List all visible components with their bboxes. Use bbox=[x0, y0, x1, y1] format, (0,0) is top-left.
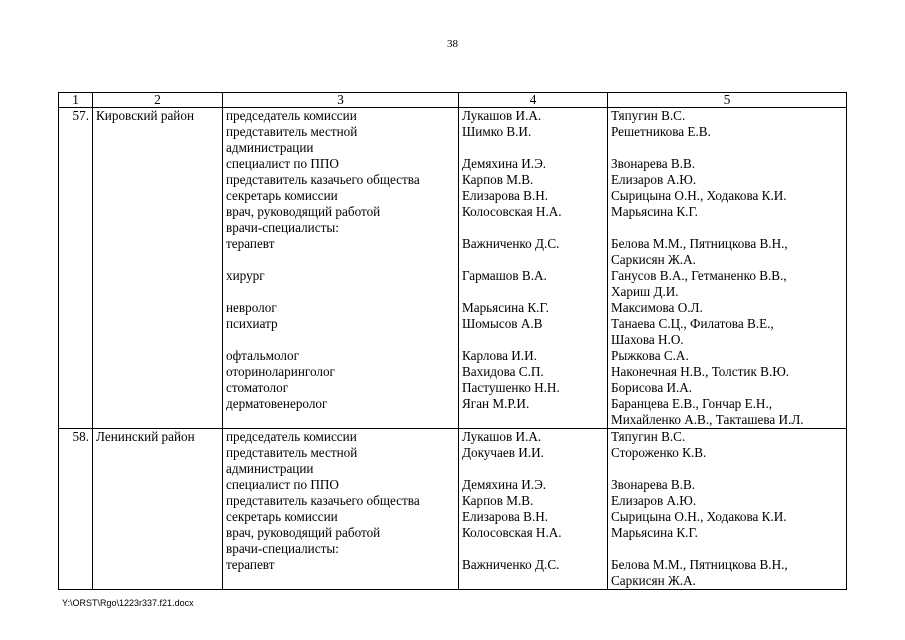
member-line: Демяхина И.Э. bbox=[462, 477, 547, 492]
deputy-cell bbox=[608, 429, 847, 590]
member-line: Елизарова В.Н. bbox=[462, 509, 549, 524]
member-line: Елизарова В.Н. bbox=[462, 188, 549, 203]
role-line: секретарь комиссии bbox=[226, 188, 338, 203]
member-line: Важниченко Д.С. bbox=[462, 557, 560, 572]
district-cell: Кировский район bbox=[93, 108, 223, 429]
role-line: психиатр bbox=[226, 316, 278, 331]
role-line: врач, руководящий работой bbox=[226, 204, 381, 219]
column-header-2: 2 bbox=[93, 93, 223, 108]
role-line: дерматовенеролог bbox=[226, 396, 328, 411]
member-line bbox=[462, 220, 604, 236]
deputy-line: Звонарева В.В. bbox=[611, 477, 696, 492]
role-line: администрации bbox=[226, 140, 314, 155]
member-line: Важниченко Д.С. bbox=[462, 236, 560, 251]
header-row bbox=[59, 93, 847, 108]
deputy-line: Борисова И.А. bbox=[611, 380, 693, 395]
role-line: специалист по ППО bbox=[226, 477, 339, 492]
role-line: хирург bbox=[226, 268, 265, 283]
file-path-footer: Y:\ORST\Rgo\1223r337.f21.docx bbox=[62, 598, 194, 608]
role-line: стоматолог bbox=[226, 380, 289, 395]
deputy-line: Решетникова Е.В. bbox=[611, 124, 711, 139]
member-line: Колосовская Н.А. bbox=[462, 525, 562, 540]
member-line: Карпов М.В. bbox=[462, 172, 534, 187]
deputy-line: Танаева С.Ц., Филатова В.Е., bbox=[611, 316, 774, 331]
role-line: терапевт bbox=[226, 236, 275, 251]
deputy-line: Рыжкова С.А. bbox=[611, 348, 689, 363]
deputy-cell bbox=[608, 108, 847, 429]
role-line: представитель казачьего общества bbox=[226, 493, 420, 508]
deputy-line: Марьясина К.Г. bbox=[611, 204, 698, 219]
row-number-cell: 58. bbox=[59, 429, 93, 590]
role-line: врач, руководящий работой bbox=[226, 525, 381, 540]
row-number-cell: 57. bbox=[59, 108, 93, 429]
column-header-4: 4 bbox=[459, 93, 608, 108]
column-header-3: 3 bbox=[223, 93, 459, 108]
role-line: специалист по ППО bbox=[226, 156, 339, 171]
deputy-line: Максимова О.Л. bbox=[611, 300, 703, 315]
table-row bbox=[59, 108, 847, 429]
member-line: Яган М.Р.И. bbox=[462, 396, 530, 411]
deputy-line: Тяпугин В.С. bbox=[611, 429, 686, 444]
deputy-line: Михайленко А.В., Такташева И.Л. bbox=[611, 412, 804, 427]
deputy-line: Хариш Д.И. bbox=[611, 284, 679, 299]
deputy-line: Шахова Н.О. bbox=[611, 332, 684, 347]
member-line: Шомысов А.В bbox=[462, 316, 543, 331]
table-row bbox=[59, 429, 847, 590]
member-cell bbox=[459, 429, 608, 590]
role-line bbox=[226, 412, 455, 428]
role-line: представитель местной bbox=[226, 124, 358, 139]
deputy-line: Саркисян Ж.А. bbox=[611, 252, 696, 267]
deputy-line bbox=[611, 140, 843, 156]
member-line bbox=[462, 461, 604, 477]
member-line bbox=[462, 140, 604, 156]
column-header-5: 5 bbox=[608, 93, 847, 108]
role-cell bbox=[223, 108, 459, 429]
deputy-line: Сырицына О.Н., Ходакова К.И. bbox=[611, 509, 787, 524]
member-line: Шимко В.И. bbox=[462, 124, 532, 139]
role-line: представитель казачьего общества bbox=[226, 172, 420, 187]
role-line: невролог bbox=[226, 300, 277, 315]
deputy-line: Белова М.М., Пятницкова В.Н., bbox=[611, 557, 788, 572]
deputy-line bbox=[611, 461, 843, 477]
deputy-line: Тяпугин В.С. bbox=[611, 108, 686, 123]
deputy-line: Ганусов В.А., Гетманенко В.В., bbox=[611, 268, 787, 283]
deputy-line bbox=[611, 220, 843, 236]
role-line: председатель комиссии bbox=[226, 429, 357, 444]
role-line: секретарь комиссии bbox=[226, 509, 338, 524]
role-line: терапевт bbox=[226, 557, 275, 572]
member-line: Карпов М.В. bbox=[462, 493, 534, 508]
role-line: администрации bbox=[226, 461, 314, 476]
member-line bbox=[462, 284, 604, 300]
deputy-line: Звонарева В.В. bbox=[611, 156, 696, 171]
deputy-line: Наконечная Н.В., Толстик В.Ю. bbox=[611, 364, 790, 379]
deputy-line: Елизаров А.Ю. bbox=[611, 172, 697, 187]
member-line: Демяхина И.Э. bbox=[462, 156, 547, 171]
role-line bbox=[226, 252, 455, 268]
member-line: Гармашов В.А. bbox=[462, 268, 547, 283]
member-cell bbox=[459, 108, 608, 429]
deputy-line: Стороженко К.В. bbox=[611, 445, 707, 460]
member-line: Карлова И.И. bbox=[462, 348, 537, 363]
deputy-line: Белова М.М., Пятницкова В.Н., bbox=[611, 236, 788, 251]
member-line: Лукашов И.А. bbox=[462, 108, 542, 123]
member-line: Колосовская Н.А. bbox=[462, 204, 562, 219]
role-line: председатель комиссии bbox=[226, 108, 357, 123]
page-number: 38 bbox=[447, 38, 458, 50]
role-line bbox=[226, 573, 455, 589]
role-cell bbox=[223, 429, 459, 590]
member-line: Вахидова С.П. bbox=[462, 364, 544, 379]
role-line: представитель местной bbox=[226, 445, 358, 460]
member-line bbox=[462, 412, 604, 428]
role-line: врачи-специалисты: bbox=[226, 220, 339, 235]
commission-table bbox=[58, 92, 847, 590]
member-line bbox=[462, 573, 604, 589]
deputy-line: Саркисян Ж.А. bbox=[611, 573, 696, 588]
role-line: врачи-специалисты: bbox=[226, 541, 339, 556]
role-line: оториноларинголог bbox=[226, 364, 335, 379]
member-line bbox=[462, 541, 604, 557]
column-header-1: 1 bbox=[59, 93, 93, 108]
role-line bbox=[226, 284, 455, 300]
deputy-line: Сырицына О.Н., Ходакова К.И. bbox=[611, 188, 787, 203]
district-cell: Ленинский район bbox=[93, 429, 223, 590]
deputy-line: Елизаров А.Ю. bbox=[611, 493, 697, 508]
deputy-line: Марьясина К.Г. bbox=[611, 525, 698, 540]
role-line bbox=[226, 332, 455, 348]
member-line: Докучаев И.И. bbox=[462, 445, 544, 460]
member-line: Марьясина К.Г. bbox=[462, 300, 549, 315]
member-line bbox=[462, 332, 604, 348]
deputy-line: Баранцева Е.В., Гончар Е.Н., bbox=[611, 396, 773, 411]
member-line: Пастушенко Н.Н. bbox=[462, 380, 560, 395]
member-line: Лукашов И.А. bbox=[462, 429, 542, 444]
role-line: офтальмолог bbox=[226, 348, 299, 363]
deputy-line bbox=[611, 541, 843, 557]
member-line bbox=[462, 252, 604, 268]
